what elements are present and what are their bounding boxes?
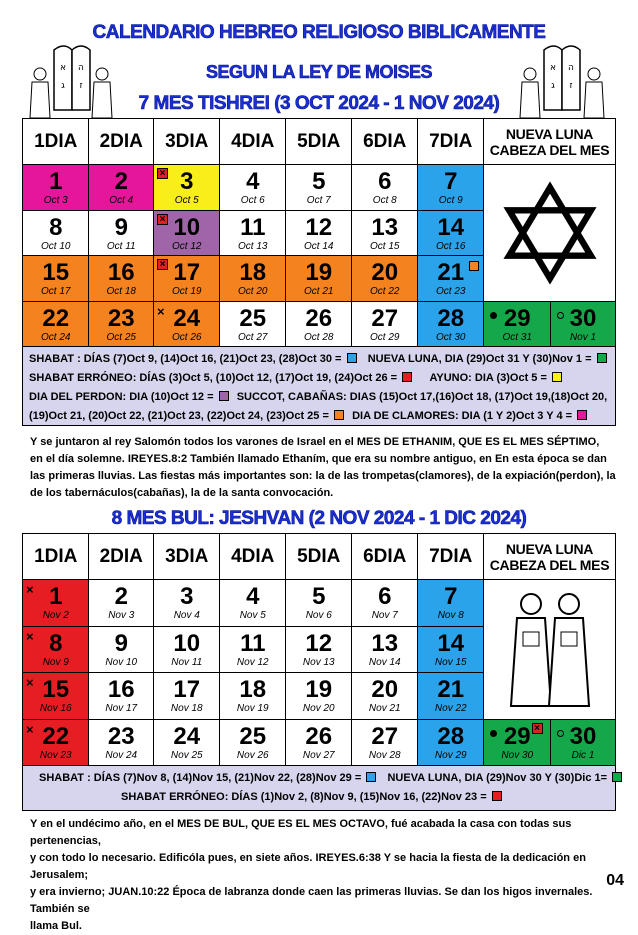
red-square-icon: [492, 791, 502, 801]
day-cell: [417, 210, 485, 257]
day-cell: [88, 579, 155, 627]
cross-mark-icon: ×: [26, 582, 34, 597]
day-cell: [219, 210, 287, 257]
day-cell: [153, 164, 221, 211]
paragraph-line: las primeras lluvias. Las fiestas más importantes son: la de las trompetas(clamores), de la expiación(perdon), la: [30, 470, 616, 482]
day-number: 18: [239, 676, 267, 703]
day-number: 19: [305, 676, 333, 703]
day-number: 28: [437, 304, 465, 332]
gregorian-date: Dic 1: [571, 749, 595, 761]
day-cell: [88, 719, 155, 767]
crossed-square-icon: ×: [157, 168, 168, 179]
month1-description: [30, 434, 618, 502]
crossed-square-icon: ×: [157, 214, 168, 225]
orange-square-icon: [469, 261, 479, 271]
day-number: 25: [239, 722, 267, 750]
day-cell: [22, 672, 90, 720]
day-number: 2: [114, 168, 128, 195]
svg-text:ה: ה: [78, 63, 84, 73]
day-number: 1: [49, 583, 63, 610]
day-cell: [285, 579, 353, 627]
day-cell: [22, 164, 90, 211]
gregorian-date: Oct 11: [106, 240, 136, 252]
gregorian-date: Nov 30: [501, 749, 534, 761]
gregorian-date: Nov 6: [305, 610, 332, 621]
page-number: 04: [606, 872, 624, 889]
day-number: 23: [107, 304, 135, 332]
day-number: 29: [503, 722, 531, 750]
gregorian-date: Oct 30: [436, 331, 466, 343]
svg-text:א: א: [59, 63, 67, 73]
day-number: 9: [114, 629, 128, 657]
gregorian-date: Oct 28: [304, 331, 334, 343]
gregorian-date: Oct 17: [41, 286, 71, 297]
day-number: 3: [180, 583, 194, 610]
day-number: 27: [371, 722, 399, 750]
day-cell: [417, 164, 485, 211]
gregorian-date: Oct 8: [372, 195, 397, 206]
day-number: 13: [371, 629, 399, 657]
paragraph-line: Y se juntaron al rey Salomón todos los varones de Israel en el MES DE ETHANIM, QUE ES EL MES SÉPTIMO,: [30, 436, 600, 448]
month1-legend: [22, 346, 616, 426]
month2-description: [30, 816, 618, 935]
left-tablets-figures-illustration: [24, 40, 116, 122]
svg-text:ג: ג: [551, 81, 555, 91]
weekday-header: 4DIA: [219, 118, 287, 166]
gregorian-date: Oct 16: [436, 240, 466, 252]
new-moon-day-cell: [550, 719, 616, 767]
legend-nueva-luna: NUEVA LUNA, DIA (29)Oct 31 Y (30)Nov 1 =: [367, 353, 592, 365]
day-cell: [22, 719, 90, 767]
day-number: 6: [378, 168, 392, 195]
day-number: 12: [305, 213, 333, 241]
day-cell: [88, 626, 155, 674]
day-cell: [417, 301, 485, 348]
gregorian-date: Oct 7: [306, 195, 331, 206]
weekday-header: 7DIA: [417, 118, 485, 166]
cross-mark-icon: ×: [26, 675, 34, 690]
gregorian-date: Nov 8: [437, 610, 464, 621]
paragraph-line: de los tabernáculos(cabañas), la de la santa convocación.: [30, 487, 334, 499]
day-number: 7: [444, 583, 458, 610]
gregorian-date: Oct 3: [43, 195, 68, 206]
gregorian-date: Oct 20: [238, 286, 268, 297]
day-cell: [351, 255, 419, 302]
day-cell: [417, 719, 485, 767]
nueva-luna-header-line: CABEZA DEL MES: [489, 141, 610, 158]
orange-square-icon: [334, 410, 344, 420]
day-number: 30: [569, 304, 597, 332]
gregorian-date: Oct 6: [240, 195, 265, 206]
star-of-david-illustration: [483, 164, 616, 302]
day-cell: [88, 301, 155, 348]
nueva-luna-header: [483, 533, 616, 581]
day-cell: [219, 301, 287, 348]
day-number: 22: [42, 304, 70, 332]
day-number: 8: [49, 213, 63, 241]
gregorian-date: Oct 10: [41, 240, 71, 252]
day-cell: [219, 672, 287, 720]
day-cell: [417, 672, 485, 720]
weekday-header: 1DIA: [22, 118, 90, 166]
day-cell: [22, 579, 90, 627]
day-number: 3: [180, 168, 194, 195]
gregorian-date: Nov 20: [302, 703, 335, 714]
blue-square-icon: [347, 353, 357, 363]
red-square-icon: [402, 372, 412, 382]
day-cell: [285, 210, 353, 257]
gregorian-date: Nov 29: [434, 749, 467, 761]
nueva-luna-header-line: NUEVA LUNA: [505, 125, 594, 142]
day-cell: [22, 626, 90, 674]
day-number: 13: [371, 213, 399, 241]
day-number: 6: [378, 583, 392, 610]
day-number: 5: [312, 168, 326, 195]
gregorian-date: Nov 4: [173, 610, 200, 621]
gregorian-date: Oct 12: [172, 240, 202, 252]
gregorian-date: Nov 5: [239, 610, 266, 621]
gregorian-date: Oct 29: [370, 331, 400, 343]
gregorian-date: Nov 16: [39, 703, 72, 714]
gregorian-date: Nov 11: [171, 656, 203, 668]
day-cell: [285, 164, 353, 211]
day-number: 10: [173, 213, 201, 241]
green-square-icon: [612, 772, 622, 782]
praying-figures-icon: [505, 586, 595, 714]
day-cell: [285, 719, 353, 767]
day-number: 24: [173, 722, 201, 750]
star-of-david-icon: [502, 183, 598, 283]
day-cell: [351, 626, 419, 674]
gregorian-date: Nov 26: [236, 749, 269, 761]
legend-perdon: DIA DEL PERDON: DIA (10)Oct 12 =: [29, 391, 214, 403]
day-cell: [285, 301, 353, 348]
day-number: 15: [42, 676, 70, 703]
day-cell: [285, 626, 353, 674]
day-number: 17: [173, 259, 201, 286]
gregorian-date: Nov 2: [42, 610, 69, 621]
weekday-header: 6DIA: [351, 533, 419, 581]
empty-moon-ring-icon: [557, 730, 564, 737]
day-number: 2: [114, 583, 128, 610]
day-number: 28: [437, 722, 465, 750]
day-cell: [153, 255, 221, 302]
nueva-luna-header: [483, 118, 616, 166]
cross-mark-icon: ×: [157, 303, 165, 319]
day-number: 1: [49, 168, 63, 195]
svg-text:א: א: [549, 63, 557, 73]
day-number: 21: [437, 259, 465, 286]
day-number: 19: [305, 259, 333, 286]
day-cell: [417, 579, 485, 627]
filled-moon-dot-icon: [490, 730, 497, 737]
day-number: 11: [240, 629, 266, 657]
gregorian-date: Oct 13: [238, 240, 268, 252]
weekday-header: 7DIA: [417, 533, 485, 581]
day-cell: [22, 210, 90, 257]
gregorian-date: Nov 21: [368, 703, 401, 714]
gregorian-date: Oct 9: [438, 195, 463, 206]
gregorian-date: Oct 15: [370, 240, 400, 252]
day-cell: [219, 255, 287, 302]
new-moon-day-cell: [483, 719, 552, 767]
gregorian-date: Nov 23: [39, 749, 72, 761]
gregorian-date: Nov 1: [569, 331, 597, 343]
legend-shabat-erroneo: SHABAT ERRÓNEO: DÍAS (3)Oct 5, (10)Oct 12, (17)Oct 19, (24)Oct 26 =: [29, 372, 398, 384]
day-number: 4: [246, 168, 260, 195]
paragraph-line: y era invierno; JUAN.10:22 Época de labranza donde caen las primeras lluvias. Se dan los higos invernales. También se: [30, 886, 593, 915]
nueva-luna-header-line: NUEVA LUNA: [505, 540, 594, 557]
new-moon-day-cell: [483, 301, 552, 348]
weekday-header: 5DIA: [285, 118, 353, 166]
day-number: 17: [173, 676, 201, 703]
day-cell: [22, 255, 90, 302]
month2-calendar-grid: [22, 533, 616, 765]
gregorian-date: Nov 12: [236, 656, 269, 668]
day-cell: [22, 301, 90, 348]
day-number: 25: [239, 304, 267, 332]
day-number: 18: [239, 259, 267, 286]
gregorian-date: Nov 3: [108, 610, 135, 621]
month2-title: 8 MES BUL: JESHVAN (2 NOV 2024 - 1 DIC 2024): [111, 508, 527, 529]
svg-text:ה: ה: [568, 63, 574, 73]
day-number: 16: [107, 259, 135, 286]
day-number: 14: [437, 629, 465, 657]
day-number: 5: [312, 583, 326, 610]
gregorian-date: Nov 7: [371, 610, 398, 621]
praying-figures-illustration: [483, 579, 616, 720]
svg-text:ז: ז: [569, 81, 573, 91]
gregorian-date: Nov 22: [434, 703, 467, 714]
day-number: 10: [173, 629, 201, 657]
day-number: 26: [305, 722, 333, 750]
weekday-header: 4DIA: [219, 533, 287, 581]
day-cell: [153, 626, 221, 674]
gregorian-date: Nov 10: [105, 656, 138, 668]
day-number: 27: [371, 304, 399, 332]
day-number: 14: [437, 213, 465, 241]
paragraph-line: en el día solemne. IREYES.8:2 También llamado Ethaním, que era su nombre antiguo, en En esta época se dan: [30, 453, 607, 465]
weekday-header: 3DIA: [153, 118, 221, 166]
weekday-header: 3DIA: [153, 533, 221, 581]
gregorian-date: Nov 27: [302, 749, 335, 761]
month1-calendar-grid: [22, 118, 616, 346]
day-number: 12: [305, 629, 333, 657]
day-cell: [219, 626, 287, 674]
gregorian-date: Oct 23: [436, 286, 466, 297]
legend-shabat-erroneo: SHABAT ERRÓNEO: DÍAS (1)Nov 2, (8)Nov 9, (15)Nov 16, (22)Nov 23 =: [121, 791, 487, 803]
day-cell: [351, 301, 419, 348]
day-number: 23: [107, 722, 135, 750]
day-number: 30: [569, 722, 597, 750]
month1-title: 7 MES TISHREI (3 OCT 2024 - 1 NOV 2024): [138, 93, 500, 114]
day-cell: [351, 672, 419, 720]
cross-mark-icon: ×: [26, 628, 34, 644]
day-cell: [285, 255, 353, 302]
day-cell: [351, 164, 419, 211]
gregorian-date: Nov 15: [434, 656, 467, 668]
day-cell: [88, 210, 155, 257]
gregorian-date: Oct 14: [304, 240, 334, 252]
day-number: 15: [42, 259, 70, 286]
weekday-header: 2DIA: [88, 118, 155, 166]
day-cell: [219, 164, 287, 211]
yellow-square-icon: [552, 372, 562, 382]
gregorian-date: Oct 5: [174, 195, 199, 206]
day-cell: [285, 672, 353, 720]
day-number: 11: [240, 213, 266, 241]
pink-square-icon: [577, 410, 587, 420]
gregorian-date: Nov 24: [105, 749, 138, 761]
gregorian-date: Nov 25: [170, 749, 203, 761]
legend-succot: SUCCOT, CABAÑAS: DIAS (15)Oct 17,(16)Oct 18, (17)Oct 19,(18)Oct 20,: [236, 391, 608, 403]
day-cell: [351, 579, 419, 627]
day-number: 7: [444, 168, 458, 195]
gregorian-date: Oct 21: [304, 286, 334, 297]
day-number: 16: [107, 676, 135, 703]
day-number: 22: [42, 722, 70, 750]
legend-shabat: SHABAT : DÍAS (7)Nov 8, (14)Nov 15, (21)Nov 22, (28)Nov 29 =: [39, 772, 362, 784]
day-number: 21: [437, 676, 465, 703]
gregorian-date: Oct 19: [172, 286, 202, 297]
weekday-header: 6DIA: [351, 118, 419, 166]
month2-legend: [22, 765, 616, 811]
gregorian-date: Oct 4: [109, 195, 134, 206]
new-moon-day-cell: [550, 301, 616, 348]
paragraph-line: y con todo lo necesario. Edificóla pues, en siete años. IREYES.6:38 Y se hacia la fiesta de la dedicación en Jerusalem;: [30, 852, 586, 881]
nueva-luna-header-line: CABEZA DEL MES: [489, 556, 610, 573]
legend-clamores: DIA DE CLAMORES: DIA (1 Y 2)Oct 3 Y 4 =: [352, 410, 573, 422]
gregorian-date: Oct 18: [106, 286, 136, 297]
gregorian-date: Oct 24: [41, 331, 71, 343]
day-number: 26: [305, 304, 333, 332]
gregorian-date: Oct 27: [238, 331, 268, 343]
paragraph-line: Y en el undécimo año, en el MES DE BUL, QUE ES EL MES OCTAVO, fué acabada la casa con todas sus pertenencias,: [30, 818, 572, 847]
green-square-icon: [597, 353, 607, 363]
day-number: 20: [371, 259, 399, 286]
empty-moon-ring-icon: [557, 312, 564, 319]
cross-mark-icon: ×: [26, 721, 34, 737]
legend-succot-cont: (19)Oct 21, (20)Oct 22, (21)Oct 23, (22)Oct 24, (23)Oct 25 =: [29, 410, 329, 422]
gregorian-date: Oct 26: [172, 331, 202, 343]
legend-nueva-luna: NUEVA LUNA, DIA (29)Nov 30 Y (30)Dic 1=: [387, 772, 608, 784]
day-number: 24: [173, 304, 201, 332]
gregorian-date: Nov 9: [42, 656, 69, 668]
gregorian-date: Oct 31: [502, 331, 532, 343]
day-cell: [153, 301, 221, 348]
gregorian-date: Nov 28: [368, 749, 401, 761]
day-cell: [88, 672, 155, 720]
gregorian-date: Nov 17: [105, 703, 138, 714]
crossed-square-icon: ×: [532, 723, 543, 734]
day-cell: [153, 579, 221, 627]
calendar-title: CALENDARIO HEBREO RELIGIOSO BIBLICAMENTE: [92, 22, 546, 43]
day-cell: [88, 255, 155, 302]
day-cell: [88, 164, 155, 211]
day-number: 20: [371, 676, 399, 703]
day-number: 29: [503, 304, 531, 332]
right-tablets-figures-illustration: [514, 40, 614, 122]
day-number: 9: [114, 213, 128, 241]
gregorian-date: Nov 19: [236, 703, 269, 714]
day-cell: [417, 255, 485, 302]
day-cell: [351, 719, 419, 767]
weekday-header: 2DIA: [88, 533, 155, 581]
day-cell: [219, 719, 287, 767]
day-cell: [153, 210, 221, 257]
day-cell: [417, 626, 485, 674]
gregorian-date: Oct 25: [106, 331, 136, 343]
day-number: 8: [49, 629, 63, 657]
weekday-header: 1DIA: [22, 533, 90, 581]
filled-moon-dot-icon: [490, 312, 497, 319]
day-cell: [153, 719, 221, 767]
day-cell: [219, 579, 287, 627]
svg-text:ז: ז: [79, 81, 83, 91]
legend-shabat: SHABAT : DÍAS (7)Oct 9, (14)Oct 16, (21)Oct 23, (28)Oct 30 =: [29, 353, 342, 365]
day-cell: [351, 210, 419, 257]
gregorian-date: Oct 22: [370, 286, 400, 297]
day-number: 4: [246, 583, 260, 610]
weekday-header: 5DIA: [285, 533, 353, 581]
day-cell: [153, 672, 221, 720]
crossed-square-icon: ×: [157, 259, 168, 270]
gregorian-date: Nov 14: [368, 656, 401, 668]
blue-square-icon: [366, 772, 376, 782]
purple-square-icon: [219, 391, 229, 401]
legend-ayuno: AYUNO: DIA (3)Oct 5 =: [429, 372, 547, 384]
svg-text:ג: ג: [61, 81, 65, 91]
gregorian-date: Nov 18: [170, 703, 203, 714]
calendar-subtitle: SEGUN LA LEY DE MOISES: [205, 62, 433, 82]
paragraph-line: llama Bul.: [30, 920, 82, 932]
gregorian-date: Nov 13: [302, 656, 335, 668]
